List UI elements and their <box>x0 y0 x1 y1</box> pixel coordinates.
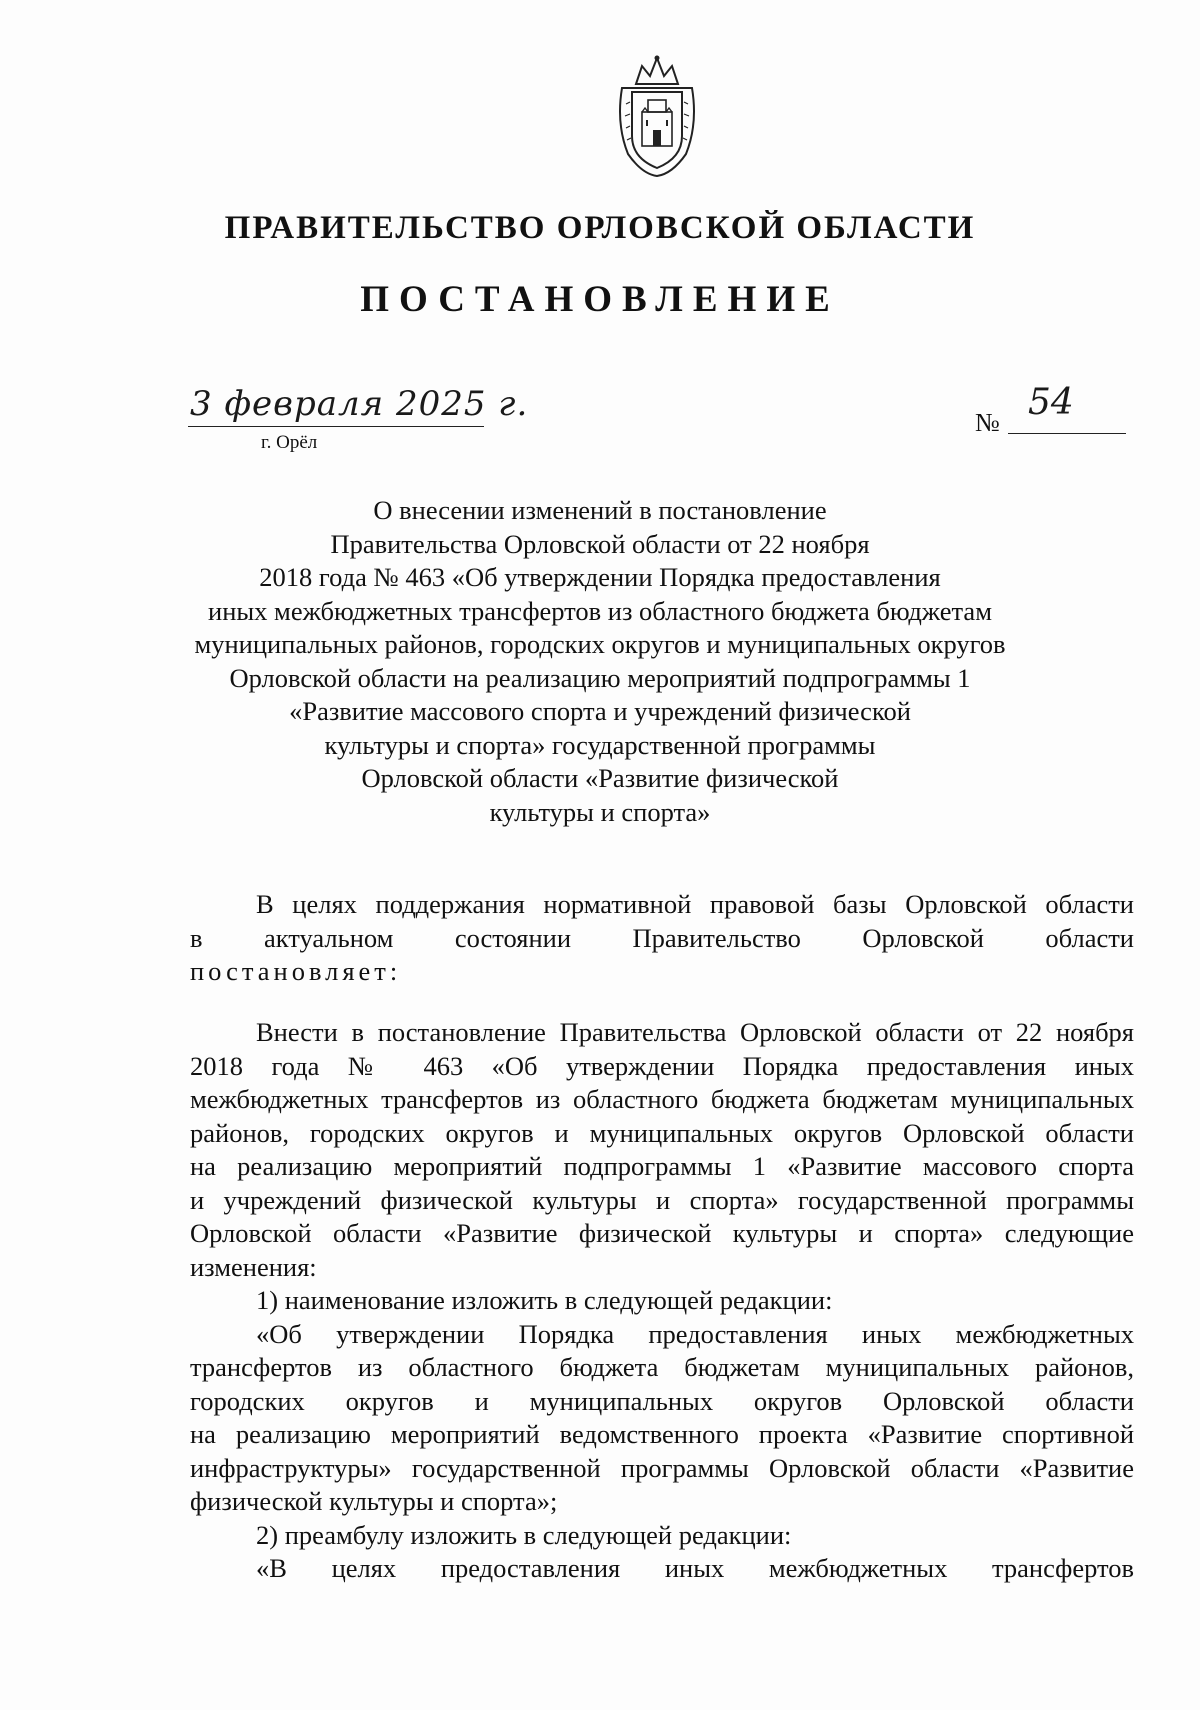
body-line: трансфертов из областного бюджета бюджетам муниципальных районов, <box>190 1352 1134 1382</box>
subject-line: Орловской области «Развитие физической <box>361 763 839 793</box>
body-line: и учреждений физической культуры и спорта» государственной программы <box>190 1184 1134 1215</box>
subject-line: муниципальных районов, городских округов и муниципальных округов <box>194 629 1006 659</box>
body-line: на реализацию мероприятий подпрограммы 1 «Развитие массового спорта <box>190 1151 1134 1181</box>
document-subject <box>150 494 1050 829</box>
document-type-title: ПОСТАНОВЛЕНИЕ <box>360 279 840 320</box>
body-line: 1) наименование изложить в следующей редакции: <box>256 1285 833 1315</box>
handwritten-number: 54 <box>1028 382 1074 423</box>
body-line: городских округов и муниципальных округов Орловской области <box>190 1385 1134 1416</box>
body-line: межбюджетных трансфертов из областного бюджета бюджетам муниципальных <box>190 1084 1134 1114</box>
body-line: 2) преамбулу изложить в следующей редакции: <box>256 1519 792 1550</box>
preamble-line: постановляет: <box>190 956 402 986</box>
body-line: на реализацию мероприятий ведомственного проекта «Развитие спортивной <box>190 1419 1134 1449</box>
body-line: 2018 года № 463 «Об утверждении Порядка предоставления иных <box>190 1050 1134 1081</box>
coat-of-arms-icon <box>614 54 700 178</box>
number-label: № <box>975 408 1000 437</box>
preamble-line: в актуальном состоянии Правительство Орловской области <box>190 922 1134 953</box>
preamble-line: В целях поддержания нормативной правовой базы Орловской области <box>256 889 1134 919</box>
subject-line: О внесении изменений в постановление <box>373 495 827 525</box>
subject-line: Орловской области на реализацию мероприятий подпрограммы 1 <box>229 662 971 693</box>
body-line: изменения: <box>190 1251 317 1282</box>
government-title: ПРАВИТЕЛЬСТВО ОРЛОВСКОЙ ОБЛАСТИ <box>224 210 976 246</box>
subject-line: культуры и спорта» государственной программы <box>324 729 876 760</box>
body-line: районов, городских округов и муниципальных округов Орловской области <box>190 1117 1134 1148</box>
subject-line: «Развитие массового спорта и учреждений физической <box>289 696 911 726</box>
city-label: г. Орёл <box>261 432 318 453</box>
subject-line: 2018 года № 463 «Об утверждении Порядка предоставления <box>259 562 941 592</box>
body-line: «В целях предоставления иных межбюджетных трансфертов <box>256 1553 1134 1583</box>
body-paragraph <box>190 1016 1134 1586</box>
subject-line: Правительства Орловской области от 22 ноября <box>330 528 870 559</box>
preamble-paragraph <box>190 888 1134 989</box>
body-line: «Об утверждении Порядка предоставления иных межбюджетных <box>256 1318 1134 1349</box>
body-line: физической культуры и спорта»; <box>190 1486 558 1516</box>
handwritten-date: 3 февраля 2025 г. <box>190 384 529 424</box>
body-line: инфраструктуры» государственной программы Орловской области «Развитие <box>190 1452 1134 1483</box>
body-line: Орловской области «Развитие физической культуры и спорта» следующие <box>190 1218 1134 1248</box>
subject-line: иных межбюджетных трансфертов из областного бюджета бюджетам <box>208 595 992 626</box>
body-line: Внести в постановление Правительства Орловской области от 22 ноября <box>256 1017 1134 1047</box>
subject-line: культуры и спорта» <box>489 796 711 827</box>
